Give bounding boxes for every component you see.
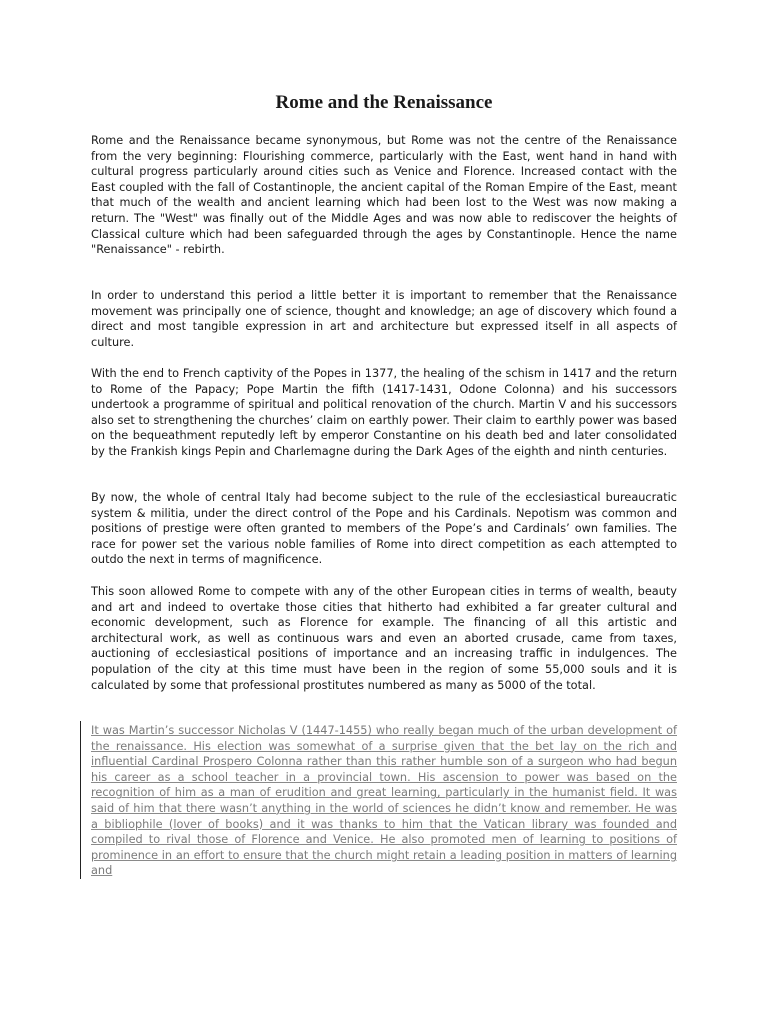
paragraph-4: By now, the whole of central Italy had become subject to the rule of the ecclesiastical bureaucratic system & militia, under the direct control of the Pope and his Cardinals. Nepotism was common and positions of prestige were often granted to members of the Pope’s and Cardinals’ own families. The race for power set the various noble families of Rome into direct competition as each attempted to outdo the next in terms of magnificence. bbox=[91, 491, 677, 567]
document-title: Rome and the Renaissance bbox=[275, 92, 493, 113]
paragraph-1: Rome and the Renaissance became synonymous, but Rome was not the centre of the Renaissance from the very beginning: Flourishing commerce, particularly with the East, went hand in hand with cultural progress particularly around cities such as Venice and Florence. Increased contact with the East coupled with the fall of Costantinople, the ancient capital of the Roman Empire of the East, meant that much of the wealth and ancient learning which had been lost to the West was now making a return. The "West" was finally out of the Middle Ages and was now able to rediscover the heights of Classical culture which had been safeguarded through the ages by Constantinople. Hence the name "Renaissance" - rebirth. bbox=[91, 134, 677, 257]
revision-change-bar bbox=[80, 721, 81, 879]
paragraph-6-tracked-change: It was Martin’s successor Nicholas V (1447-1455) who really began much of the urban development of the renaissance. His election was somewhat of a surprise given that the bet lay on the rich and influential Cardinal Prospero Colonna rather than this rather humble son of a surgeon who had begun his career as a school teacher in a provincial town. His ascension to power was based on the recognition of him as a man of erudition and great learning, particularly in the humanist field. It was said of him that there wasn’t anything in the world of sciences he didn’t know and remember. He was a bibliophile (lover of books) and it was thanks to him that the Vatican library was founded and compiled to rival those of Florence and Venice. He also promoted men of learning to positions of prominence in an effort to ensure that the church might retain a leading position in matters of learning and bbox=[91, 724, 677, 878]
paragraph-3: With the end to French captivity of the Popes in 1377, the healing of the schism in 1417 and the return to Rome of the Papacy; Pope Martin the fifth (1417-1431, Odone Colonna) and his successors undertook a programme of spiritual and political renovation of the church. Martin V and his successors also set to strengthening the churches’ claim on earthly power. Their claim to earthly power was based on the bequeathment reputedly left by emperor Constantine on his death bed and later consolidated by the Frankish kings Pepin and Charlemagne during the Dark Ages of the eighth and ninth centuries. bbox=[91, 367, 677, 458]
paragraph-2: In order to understand this period a little better it is important to remember that the Renaissance movement was principally one of science, thought and knowledge; an age of discovery which found a direct and most tangible expression in art and architecture but expressed itself in all aspects of culture. bbox=[91, 289, 677, 349]
paragraph-5: This soon allowed Rome to compete with any of the other European cities in terms of wealth, beauty and art and indeed to overtake those cities that hitherto had exhibited a far greater cultural and economic development, such as Florence for example. The financing of all this artistic and architectural work, as well as continuous wars and even an aborted crusade, came from taxes, auctioning of ecclesiastical positions of importance and an increasing traffic in indulgences. The population of the city at this time must have been in the region of some 55,000 souls and it is calculated by some that professional prostitutes numbered as many as 5000 of the total. bbox=[91, 585, 677, 692]
